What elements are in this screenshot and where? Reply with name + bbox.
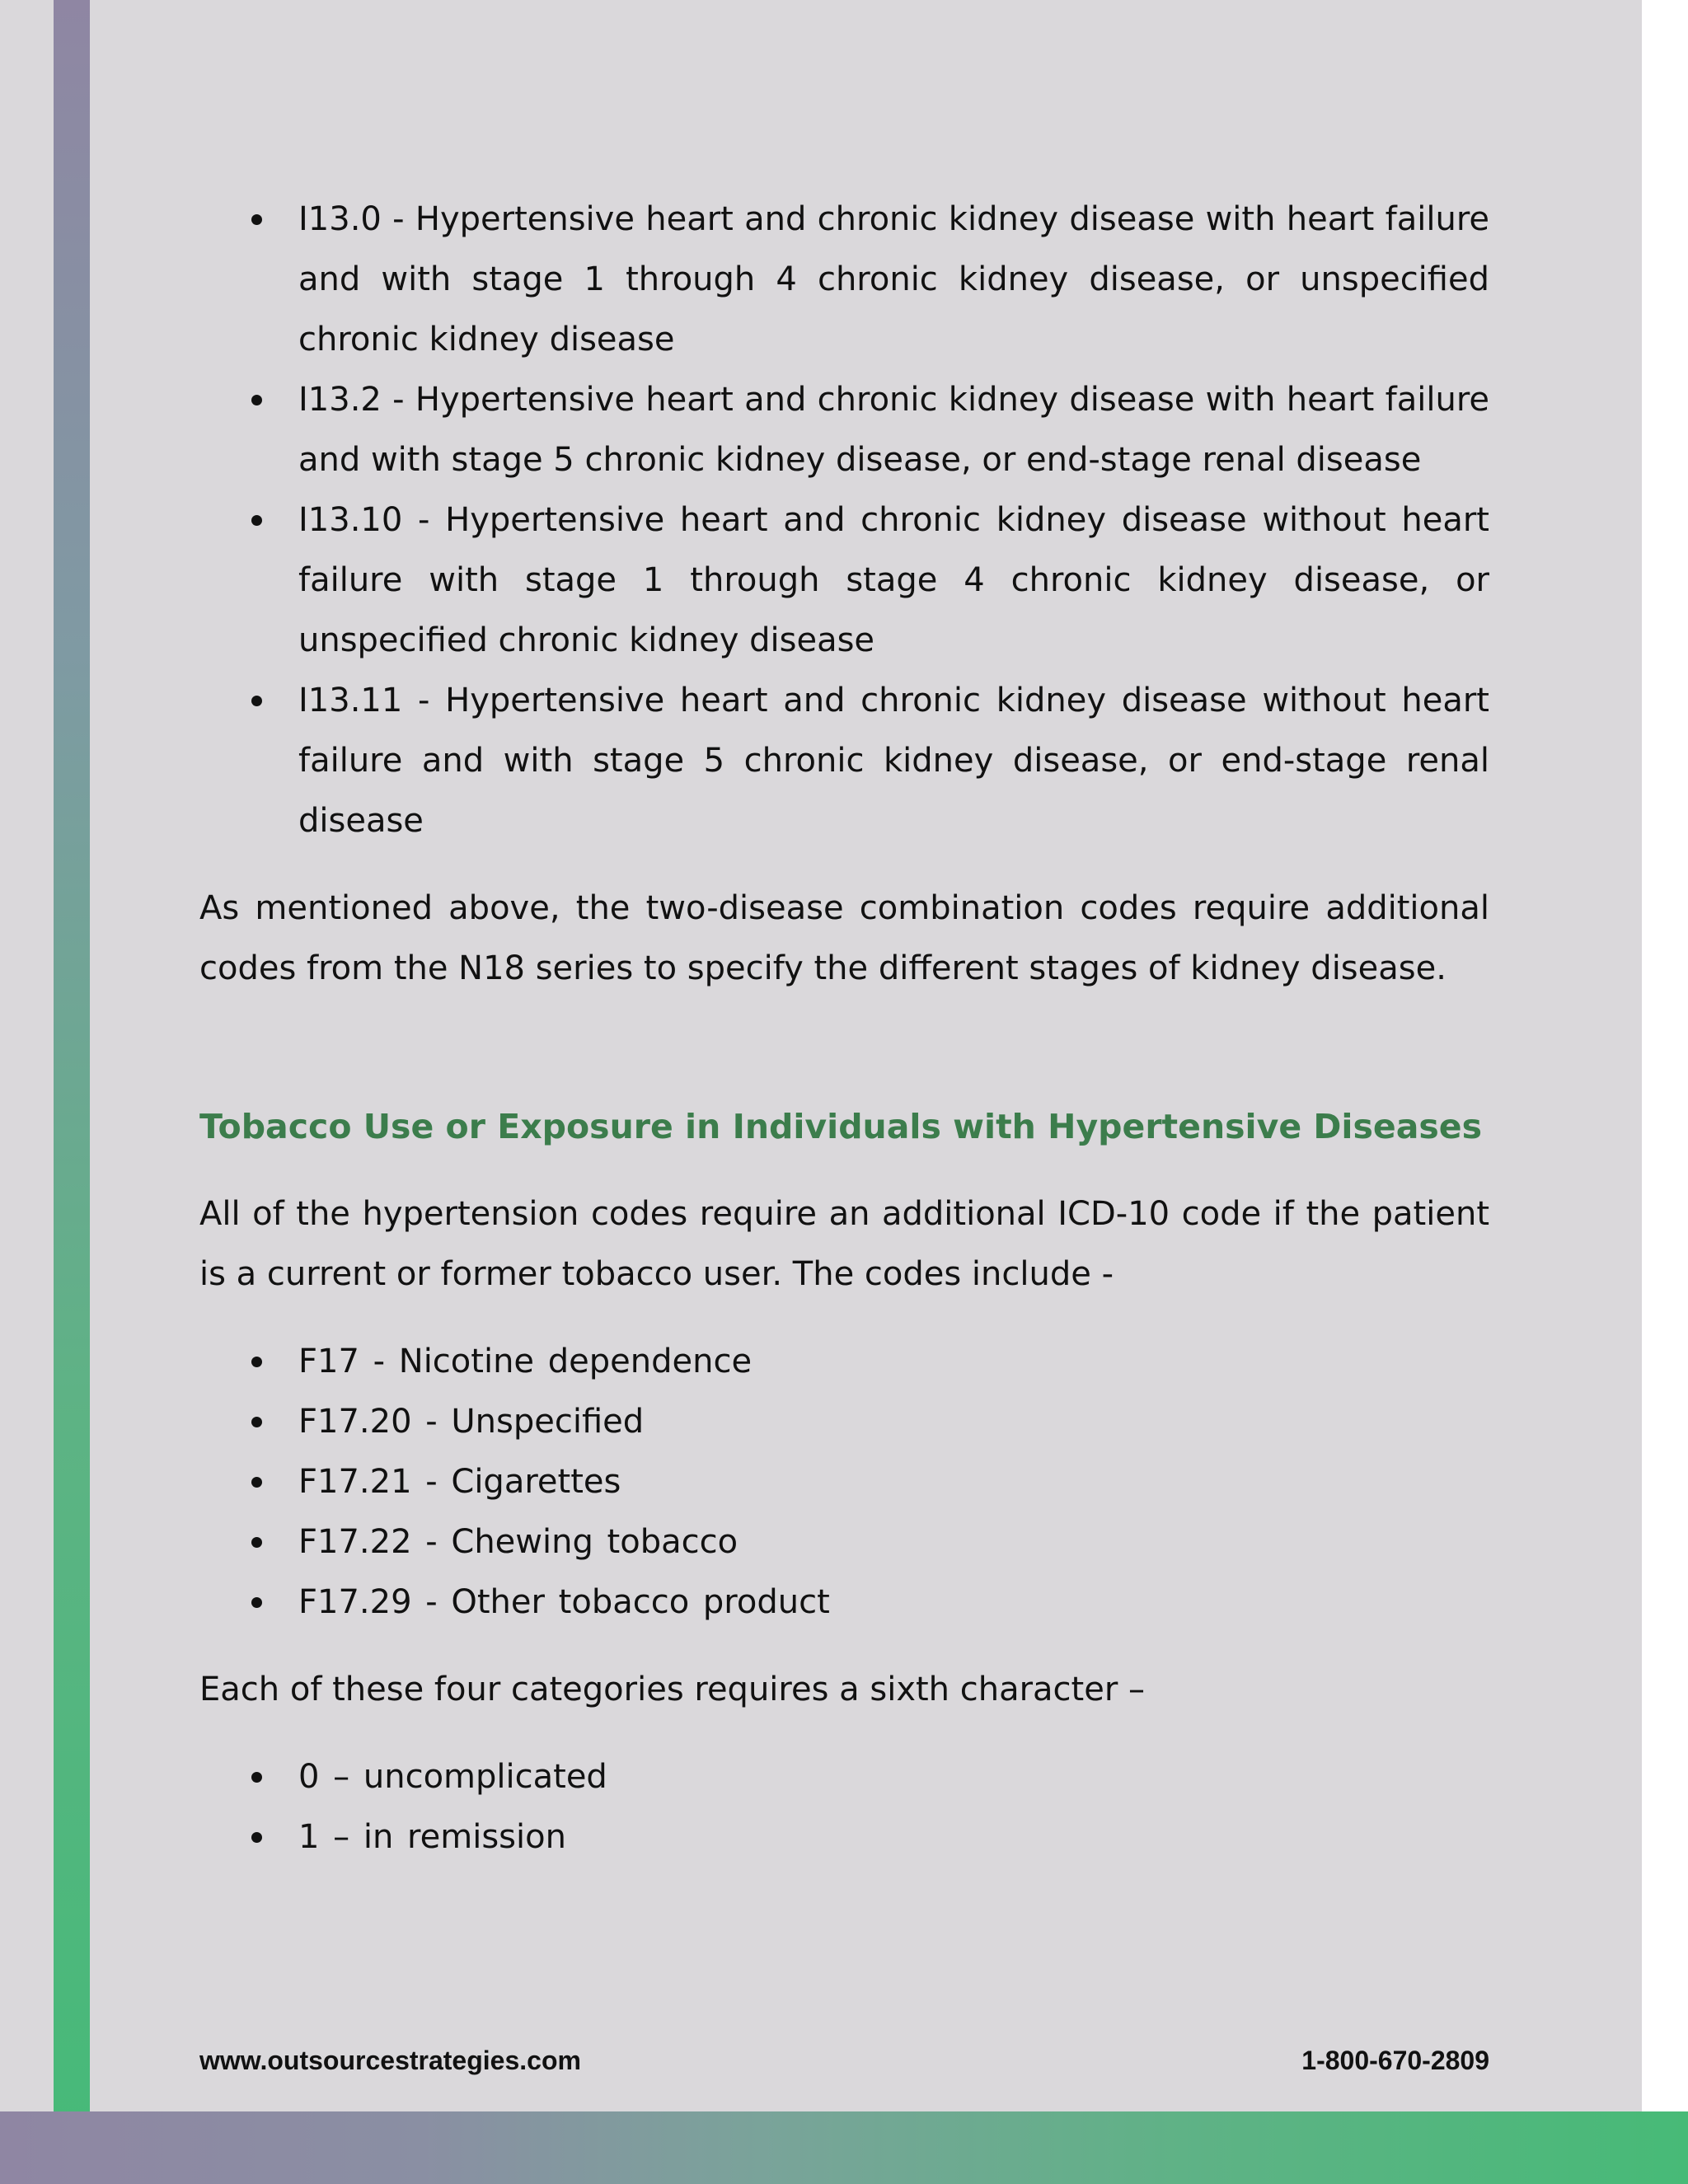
tobacco-section-heading: Tobacco Use or Exposure in Individuals with Hypertensive Diseases <box>199 1107 1482 1146</box>
list-item: F17.20 - Unspecified <box>199 1392 1489 1452</box>
list-item: F17.22 - Chewing tobacco <box>199 1512 1489 1572</box>
list-item: I13.2 - Hypertensive heart and chronic kidney disease with heart failure and with stage 5 chronic kidney disease, or end-stage renal disease <box>199 370 1489 490</box>
page-footer <box>199 2046 1489 2087</box>
list-item: F17.21 - Cigarettes <box>199 1452 1489 1512</box>
hypertensive-ckd-code-list <box>199 190 1489 851</box>
list-item: F17 - Nicotine dependence <box>199 1332 1489 1392</box>
tobacco-intro: All of the hypertension codes require an additional ICD-10 code if the patient is a current or former tobacco user. The codes include - <box>199 1195 1489 1293</box>
tobacco-code-list <box>199 1332 1489 1633</box>
list-item: F17.29 - Other tobacco product <box>199 1572 1489 1633</box>
sixth-character-list <box>199 1747 1489 1868</box>
sixth-character-intro: Each of these four categories requires a sixth character – <box>199 1671 1145 1708</box>
website-link[interactable]: www.outsourcestrategies.com <box>199 2046 581 2075</box>
list-item: I13.10 - Hypertensive heart and chronic kidney disease without heart failure with stage 1 through stage 4 chronic kidney disease, or unspecified chronic kidney disease <box>199 490 1489 671</box>
combination-note: As mentioned above, the two-disease combination codes require additional codes from the N18 series to specify the different stages of kidney disease. <box>199 889 1489 987</box>
list-item: I13.0 - Hypertensive heart and chronic kidney disease with heart failure and with stage 1 through 4 chronic kidney disease, or unspecified chronic kidney disease <box>199 190 1489 370</box>
phone-number: 1-800-670-2809 <box>1301 2046 1489 2075</box>
left-accent-bar <box>54 0 90 2184</box>
bottom-accent-bar <box>0 2111 1688 2184</box>
list-item: 1 – in remission <box>199 1807 1489 1868</box>
list-item: I13.11 - Hypertensive heart and chronic kidney disease without heart failure and with stage 5 chronic kidney disease, or end-stage renal disease <box>199 671 1489 851</box>
main-content <box>199 190 1489 1868</box>
list-item: 0 – uncomplicated <box>199 1747 1489 1807</box>
